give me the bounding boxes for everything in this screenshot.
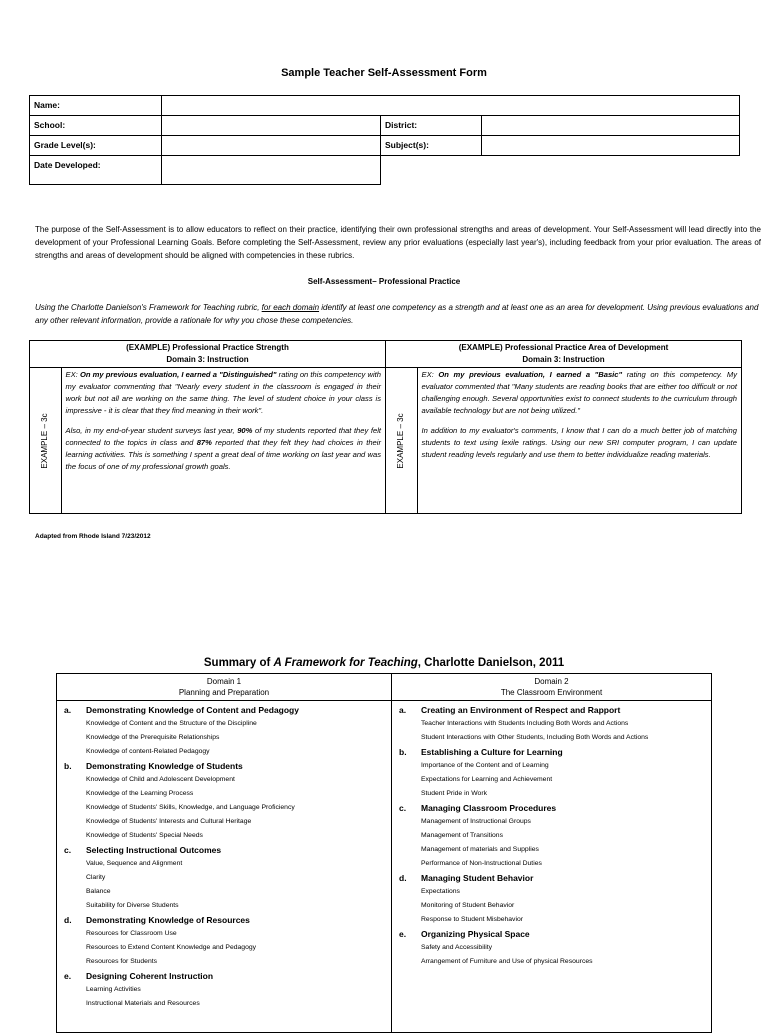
component-title-text: Demonstrating Knowledge of Content and Pedagogy [86,704,299,715]
strength-example-label: EXAMPLE – 3c [40,412,50,469]
component-element: Instructional Materials and Resources [86,999,200,1007]
grade-label: Grade Level(s): [30,136,162,156]
date-label: Date Developed: [30,156,162,185]
component-letter: c. [399,802,407,813]
component-element: Expectations for Learning and Achievement [421,775,553,783]
component-element: Knowledge of Students' Special Needs [86,831,203,839]
component-title [392,927,711,941]
component-element: Knowledge of Child and Adolescent Development [86,775,235,783]
component-element: Response to Student Misbehavior [421,915,524,923]
component-element: Balance [86,887,111,895]
component-title [57,843,391,857]
component-element: Knowledge of content-Related Pedagogy [86,747,210,755]
example-table [29,340,742,514]
component-element: Resources for Classroom Use [86,929,177,937]
name-label: Name: [30,96,162,116]
domain2-header: Domain 2 The Classroom Environment [392,674,712,701]
school-label: School: [30,116,162,136]
component-title [57,969,391,983]
component-element: Expectations [421,887,460,895]
component-letter: b. [399,746,407,757]
component-element: Monitoring of Student Behavior [421,901,515,909]
component-letter: d. [64,914,72,925]
component-element: Value, Sequence and Alignment [86,859,183,867]
component-element: Teacher Interactions with Students Including Both Words and Actions [421,719,629,727]
component-title [392,801,711,815]
component-element: Knowledge of the Prerequisite Relationships [86,733,220,741]
date-field[interactable] [162,156,381,185]
subject-field[interactable] [482,136,740,156]
component-letter: d. [399,872,407,883]
component-title-text: Selecting Instructional Outcomes [86,844,222,855]
component-title [392,745,711,759]
summary-title: Summary of A Framework for Teaching, Charlotte Danielson, 2011 [203,657,565,669]
component-element: Arrangement of Furniture and Use of physical Resources [421,957,593,965]
school-field[interactable] [162,116,381,136]
grade-field[interactable] [162,136,381,156]
component-element: Resources to Extend Content Knowledge and Pedagogy [86,943,257,951]
component-title [392,871,711,885]
component-title [57,759,391,773]
name-field[interactable] [162,96,740,116]
section-heading: Self-Assessment– Professional Practice [307,277,461,286]
component-title [57,913,391,927]
component-title [392,703,711,717]
teacher-info-table [29,95,740,185]
component-element: Management of Instructional Groups [421,817,531,825]
component-letter: e. [64,970,72,981]
component-title-text: Demonstrating Knowledge of Resources [86,914,250,925]
component-title-text: Designing Coherent Instruction [86,970,214,981]
component-letter: e. [399,928,407,939]
development-example-text: EX: On my previous evaluation, I earned a "Basic" rating on this competency. My evaluator commented that "Many students are reading books that are either too difficult or not challenging enough. Several opportunities exist to connect students to the curriculum through available technology but are not being utilized." In addition to my evaluator's comments, I know that I can do a much better job of matching students to text using lexile ratings. Using our new SRI computer program, I can update student reading levels regularly and use them to better individualize reading materials. [417,368,741,514]
development-header: (EXAMPLE) Professional Practice Area of Development Domain 3: Instruction [386,341,742,368]
adapted-note: Adapted from Rhode Island 7/23/2012 [35,533,151,540]
component-element: Knowledge of Students' Skills, Knowledge, and Language Proficiency [86,803,295,811]
strength-header: (EXAMPLE) Professional Practice Strength Domain 3: Instruction [30,341,386,368]
component-element: Management of Transitions [421,831,503,839]
component-title-text: Managing Classroom Procedures [421,802,557,813]
purpose-paragraph: The purpose of the Self-Assessment is to allow educators to reflect on their practice, identifying their own professional strengths and areas of development. Your Self-Assessment will lead directly into the development of your Professional Learning Goals. Before completing the Self-Assessment, review any prior evaluations (especially last year's), including feedback from your prior evaluation. The areas of strengths and areas of development should be aligned with competencies in these rubrics. [35,225,761,260]
strength-label-cell [30,368,62,514]
component-element: Learning Activities [86,985,141,993]
domain2-components [392,700,712,1032]
component-title-text: Organizing Physical Space [421,928,530,939]
component-letter: b. [64,760,72,771]
component-element: Importance of the Content and of Learning [421,761,549,769]
district-label: District: [381,116,482,136]
district-field[interactable] [482,116,740,136]
component-element: Student Pride in Work [421,789,487,797]
development-example-label: EXAMPLE – 3c [396,412,406,469]
framework-summary-table [56,673,712,1033]
component-element: Suitability for Diverse Students [86,901,179,909]
component-title-text: Managing Student Behavior [421,872,534,883]
component-element: Clarity [86,873,106,881]
component-title-text: Creating an Environment of Respect and Rapport [421,704,621,715]
component-element: Knowledge of Content and the Structure of the Discipline [86,719,257,727]
component-title-text: Establishing a Culture for Learning [421,746,563,757]
instructions-paragraph: Using the Charlotte Danielson's Framework for Teaching rubric, for each domain identify at least one competency as a strength and at least one as an area for development. Using previous evaluations and any other relevant information, provide a rationale for why you chose these competencies. [35,303,759,325]
strength-example-text: EX: On my previous evaluation, I earned a "Distinguished" rating on this competency with my evaluator commenting that "Nearly every student in the classroom is engaged in their work but not all are working on the same thing. The level of student choice in your class is impressive - it is clear that they find meaning in their work". Also, in my end-of-year student surveys last year, 90% of my students reported that they felt connected to the topics in class and 87% reported that they felt they had choices in their learning activities. This is something I spent a great deal of time working on last year and was the focus of one of my professional growth goals. [61,368,385,514]
page-title: Sample Teacher Self-Assessment Form [281,67,487,79]
component-element: Safety and Accessibility [421,943,493,951]
component-element: Resources for Students [86,957,158,965]
component-element: Student Interactions with Other Students, Including Both Words and Actions [421,733,649,741]
component-letter: a. [64,704,72,715]
domain1-components [57,700,392,1032]
component-title [57,703,391,717]
component-letter: c. [64,844,72,855]
component-element: Management of materials and Supplies [421,845,539,853]
component-element: Knowledge of Students' Interests and Cultural Heritage [86,817,252,825]
component-letter: a. [399,704,407,715]
component-element: Knowledge of the Learning Process [86,789,194,797]
component-element: Performance of Non-Instructional Duties [421,859,542,867]
domain1-header: Domain 1 Planning and Preparation [57,674,392,701]
development-label-cell [386,368,418,514]
component-title-text: Demonstrating Knowledge of Students [86,760,243,771]
subject-label: Subject(s): [381,136,482,156]
